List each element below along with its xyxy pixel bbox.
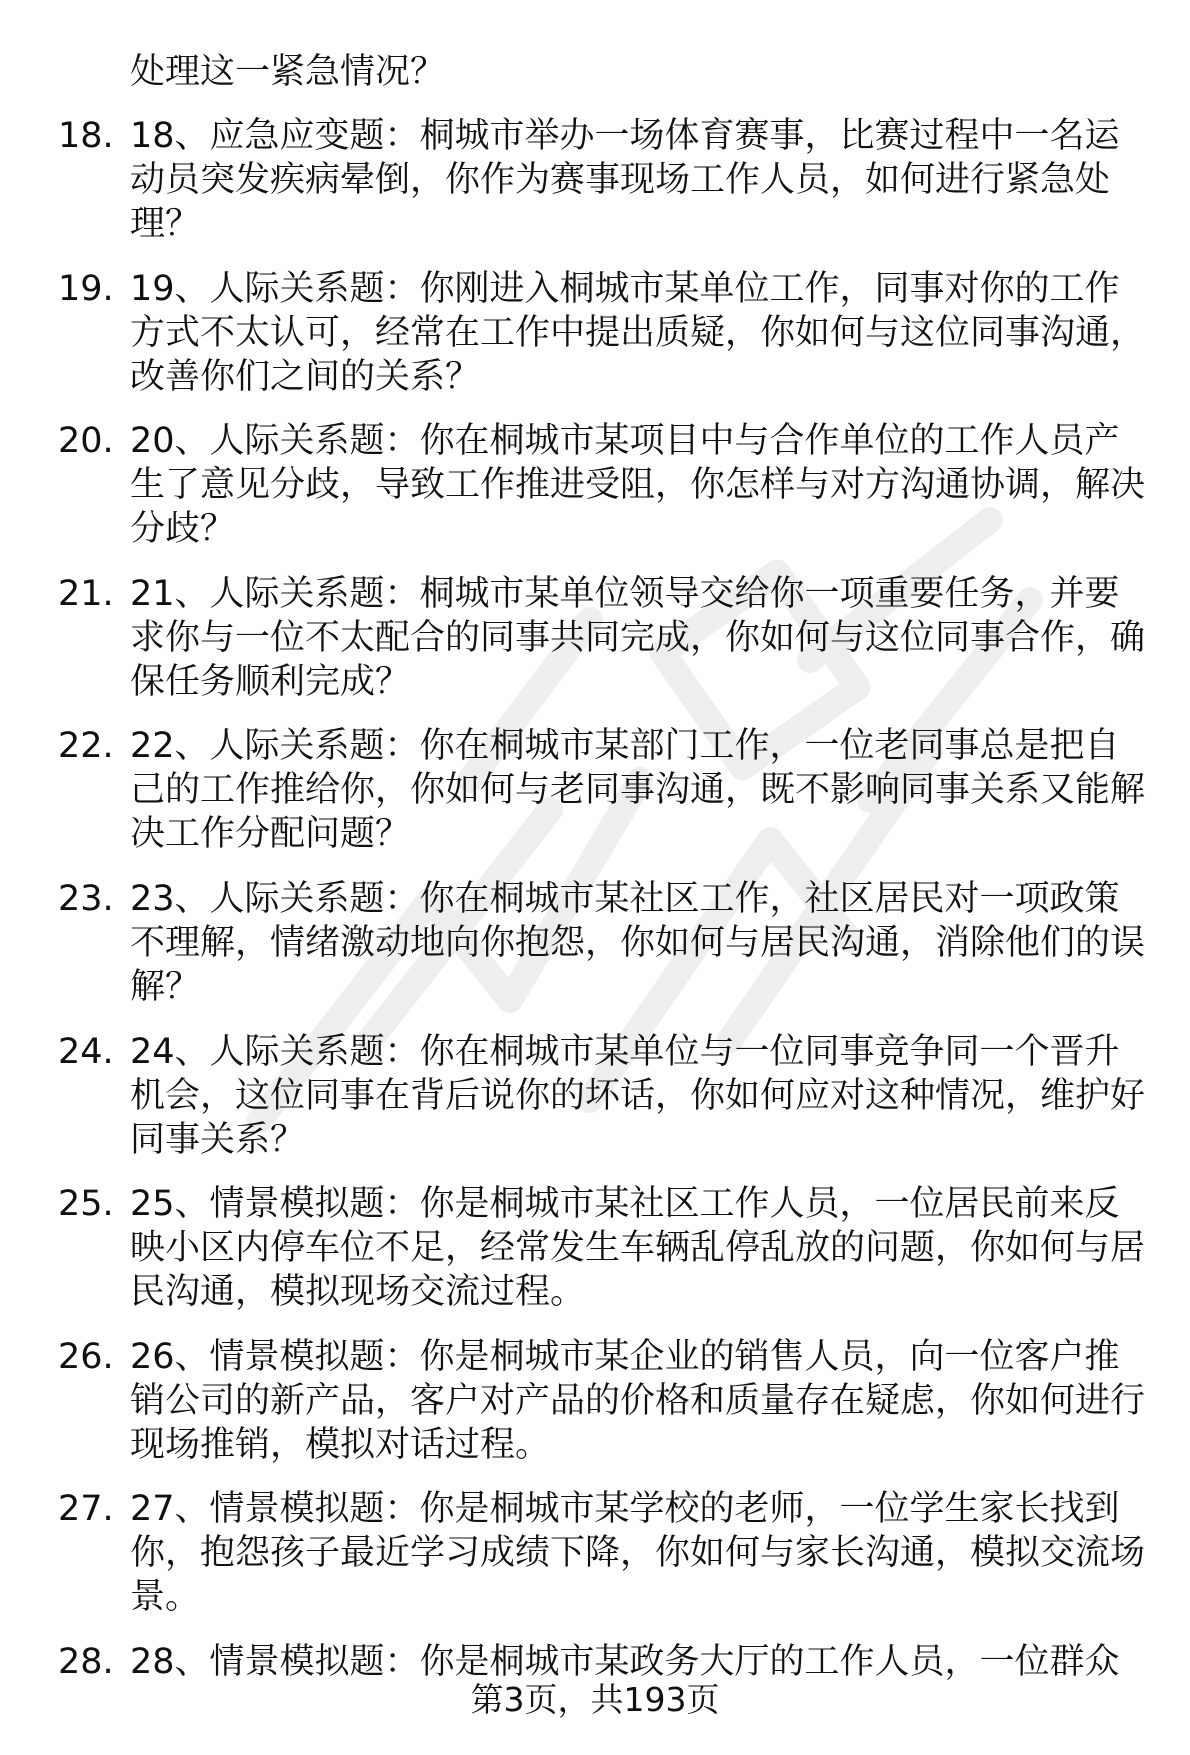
question-item-22 (0, 724, 1190, 856)
page-footer (0, 1680, 1190, 1720)
question-number: 26. (58, 1336, 114, 1377)
question-number: 25. (58, 1184, 114, 1225)
question-number: 24. (58, 1031, 114, 1072)
question-text: 25、情景模拟题：你是桐城市某社区工作人员，一位居民前来反映小区内停车位不足，经常发生车辆乱停乱放的问题，你如何与居民沟通，模拟现场交流过程。 (130, 1184, 1146, 1313)
question-item-23 (0, 877, 1190, 1009)
question-text: 20、人际关系题：你在桐城市某项目中与合作单位的工作人员产生了意见分歧，导致工作推进受阻，你怎样与对方沟通协调，解决分歧？ (130, 421, 1146, 550)
question-text: 19、人际关系题：你刚进入桐城市某单位工作，同事对你的工作方式不太认可，经常在工作中提出质疑，你如何与这位同事沟通，改善你们之间的关系？ (130, 268, 1146, 397)
question-text: 18、应急应变题：桐城市举办一场体育赛事，比赛过程中一名运动员突发疾病晕倒，你作为赛事现场工作人员，如何进行紧急处理？ (130, 116, 1120, 244)
question-item-20 (0, 419, 1190, 551)
question-number: 28. (58, 1641, 114, 1682)
question-number: 20. (58, 421, 114, 462)
question-number: 23. (58, 878, 114, 919)
question-item-21 (0, 572, 1190, 704)
question-number: 18. (58, 116, 114, 156)
question-text: 23、人际关系题：你在桐城市某社区工作，社区居民对一项政策不理解，情绪激动地向你抱怨，你如何与居民沟通，消除他们的误解？ (130, 878, 1146, 1007)
question-item-26 (0, 1335, 1190, 1467)
continuation-text: 处理这一紧急情况？ (130, 52, 446, 92)
question-item-19 (0, 267, 1190, 399)
question-item-27 (0, 1487, 1190, 1619)
question-list (0, 114, 1190, 1705)
question-item-18 (0, 114, 1190, 246)
question-text: 27、情景模拟题：你是桐城市某学校的老师，一位学生家长找到你，抱怨孩子最近学习成绩下降，你如何与家长沟通，模拟交流场景。 (130, 1489, 1146, 1618)
question-number: 27. (58, 1489, 114, 1530)
question-item-25 (0, 1182, 1190, 1314)
question-number: 22. (58, 726, 114, 767)
question-text: 28、情景模拟题：你是桐城市某政务大厅的工作人员，一位群众 (130, 1641, 1120, 1682)
question-text: 22、人际关系题：你在桐城市某部门工作，一位老同事总是把自己的工作推给你，你如何与老同事沟通，既不影响同事关系又能解决工作分配问题？ (130, 726, 1146, 855)
page-number-label: 第3页，共193页 (470, 1680, 720, 1719)
question-item-24 (0, 1030, 1190, 1162)
question-text: 21、人际关系题：桐城市某单位领导交给你一项重要任务，并要求你与一位不太配合的同事共同完成，你如何与这位同事合作，确保任务顺利完成？ (130, 573, 1146, 702)
question-number: 19. (58, 268, 114, 309)
question-text: 26、情景模拟题：你是桐城市某企业的销售人员，向一位客户推销公司的新产品，客户对产品的价格和质量存在疑虑，你如何进行现场推销，模拟对话过程。 (130, 1336, 1146, 1465)
question-text: 24、人际关系题：你在桐城市某单位与一位同事竞争同一个晋升机会，这位同事在背后说你的坏话，你如何应对这种情况，维护好同事关系？ (130, 1031, 1146, 1160)
question-item-28 (0, 1640, 1190, 1684)
question-number: 21. (58, 573, 114, 614)
